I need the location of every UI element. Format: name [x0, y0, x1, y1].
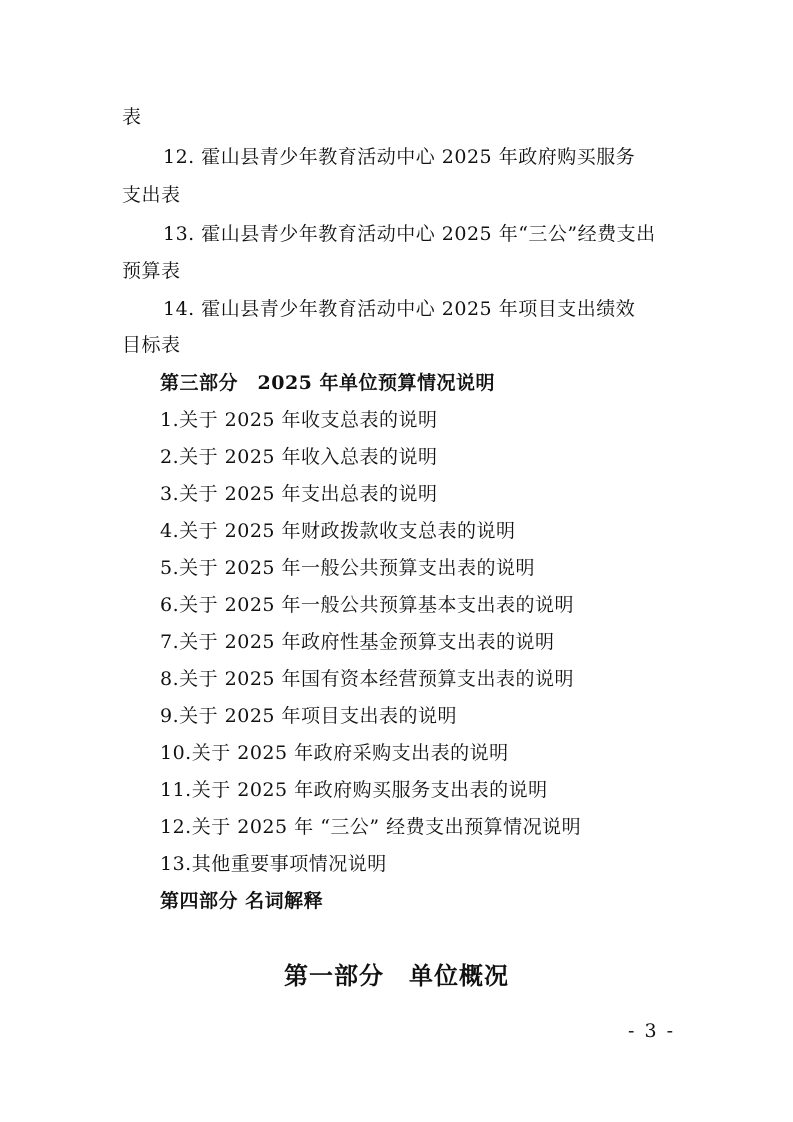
toc-item: 1.关于 2025 年收支总表的说明 [160, 409, 438, 431]
toc-item: 12.关于 2025 年 “三公” 经费支出预算情况说明 [160, 816, 582, 838]
toc-line: 12. 霍山县青少年教育活动中心 2025 年政府购买服务 [163, 146, 636, 168]
section-title: 第一部分 单位概况 [284, 961, 509, 990]
toc-item: 6.关于 2025 年一般公共预算基本支出表的说明 [160, 594, 575, 616]
toc-item: 2.关于 2025 年收入总表的说明 [160, 446, 438, 468]
toc-item: 4.关于 2025 年财政拨款收支总表的说明 [160, 520, 516, 542]
toc-line: 预算表 [122, 260, 181, 282]
toc-item: 7.关于 2025 年政府性基金预算支出表的说明 [160, 631, 555, 653]
toc-item: 5.关于 2025 年一般公共预算支出表的说明 [160, 557, 536, 579]
toc-item: 8.关于 2025 年国有资本经营预算支出表的说明 [160, 668, 575, 690]
toc-line: 表 [122, 106, 142, 128]
part4-heading: 第四部分 名词解释 [160, 890, 324, 912]
part3-heading: 第三部分 2025 年单位预算情况说明 [160, 372, 495, 394]
toc-line: 13. 霍山县青少年教育活动中心 2025 年“三公”经费支出 [163, 223, 656, 245]
toc-line: 目标表 [122, 334, 181, 356]
toc-item: 3.关于 2025 年支出总表的说明 [160, 483, 438, 505]
toc-item: 11.关于 2025 年政府购买服务支出表的说明 [160, 779, 548, 801]
toc-item: 13.其他重要事项情况说明 [160, 853, 387, 875]
toc-line: 支出表 [122, 184, 181, 206]
page-number: - 3 - [627, 1020, 675, 1042]
toc-item: 10.关于 2025 年政府采购支出表的说明 [160, 742, 509, 764]
toc-item: 9.关于 2025 年项目支出表的说明 [160, 705, 458, 727]
toc-line: 14. 霍山县青少年教育活动中心 2025 年项目支出绩效 [163, 298, 636, 320]
